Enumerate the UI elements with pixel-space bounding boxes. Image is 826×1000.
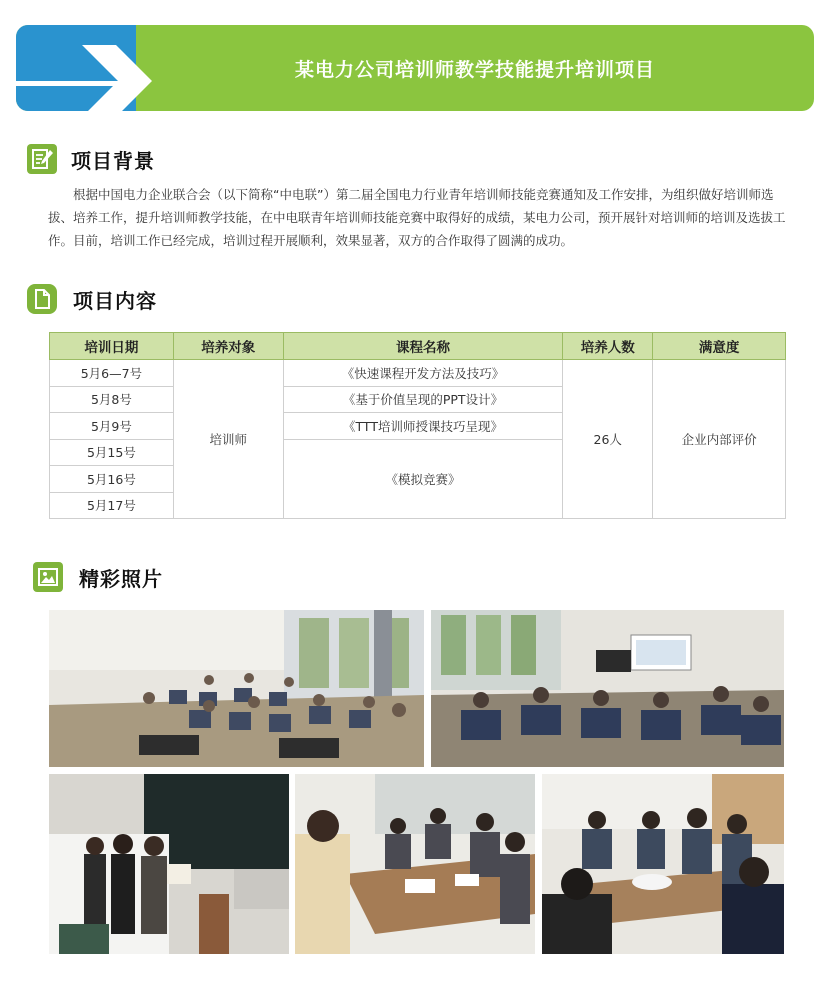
- photo-classroom-2: [431, 610, 784, 767]
- banner-title: 某电力公司培训师教学技能提升培训项目: [294, 58, 655, 81]
- photo-group-discussion-2: [542, 774, 784, 954]
- header-satisfaction: 满意度: [653, 333, 786, 360]
- count-cell: 26人: [563, 360, 653, 519]
- table-row: [50, 360, 786, 387]
- date-cell: 5月15号: [50, 439, 174, 466]
- section-background-title: 项目背景: [71, 148, 155, 173]
- background-paragraph: 根据中国电力企业联合会（以下简称“中电联”）第二届全国电力行业青年培训师技能竞赛通知及工作安排，为组织做好培训师选拔、培养工作，提升培训师教学技能，在中电联青年培训师技能竞赛中取得好的成绩，某电力公司，预开展针对培训师的培训及选拔工作。目前，培训工作已经完成，培训过程开展顺利，效果显著，双方的合作取得了圆满的成功。: [48, 187, 786, 248]
- date-cell: 5月8号: [50, 386, 174, 413]
- course-cell: 《基于价值呈现的PPT设计》: [283, 386, 563, 413]
- course-cell: 《模拟竞赛》: [283, 439, 563, 519]
- header-date: 培训日期: [50, 333, 174, 360]
- target-cell: 培训师: [173, 360, 283, 519]
- header-count: 培养人数: [563, 333, 653, 360]
- training-table: [49, 332, 786, 519]
- photo-presenters: [49, 774, 289, 954]
- date-cell: 5月16号: [50, 466, 174, 493]
- section-content-header: [27, 284, 157, 314]
- date-cell: 5月17号: [50, 492, 174, 519]
- title-banner: [16, 25, 814, 111]
- notepad-pen-icon: [27, 144, 57, 174]
- table-header-row: [50, 333, 786, 360]
- date-cell: 5月6—7号: [50, 360, 174, 387]
- section-content-title: 项目内容: [73, 288, 157, 313]
- header-course: 课程名称: [283, 333, 563, 360]
- header-target: 培养对象: [173, 333, 283, 360]
- image-icon: [33, 562, 63, 592]
- section-photos-title: 精彩照片: [79, 566, 163, 591]
- photo-group-discussion-1: [295, 774, 535, 954]
- section-photos-header: [33, 562, 163, 592]
- satisfaction-cell: 企业内部评价: [653, 360, 786, 519]
- section-background-header: [27, 144, 155, 174]
- document-icon: [27, 284, 57, 314]
- course-cell: 《TTT培训师授课技巧呈现》: [283, 413, 563, 440]
- course-cell: 《快速课程开发方法及技巧》: [283, 360, 563, 387]
- date-cell: 5月9号: [50, 413, 174, 440]
- photo-classroom-1: [49, 610, 424, 767]
